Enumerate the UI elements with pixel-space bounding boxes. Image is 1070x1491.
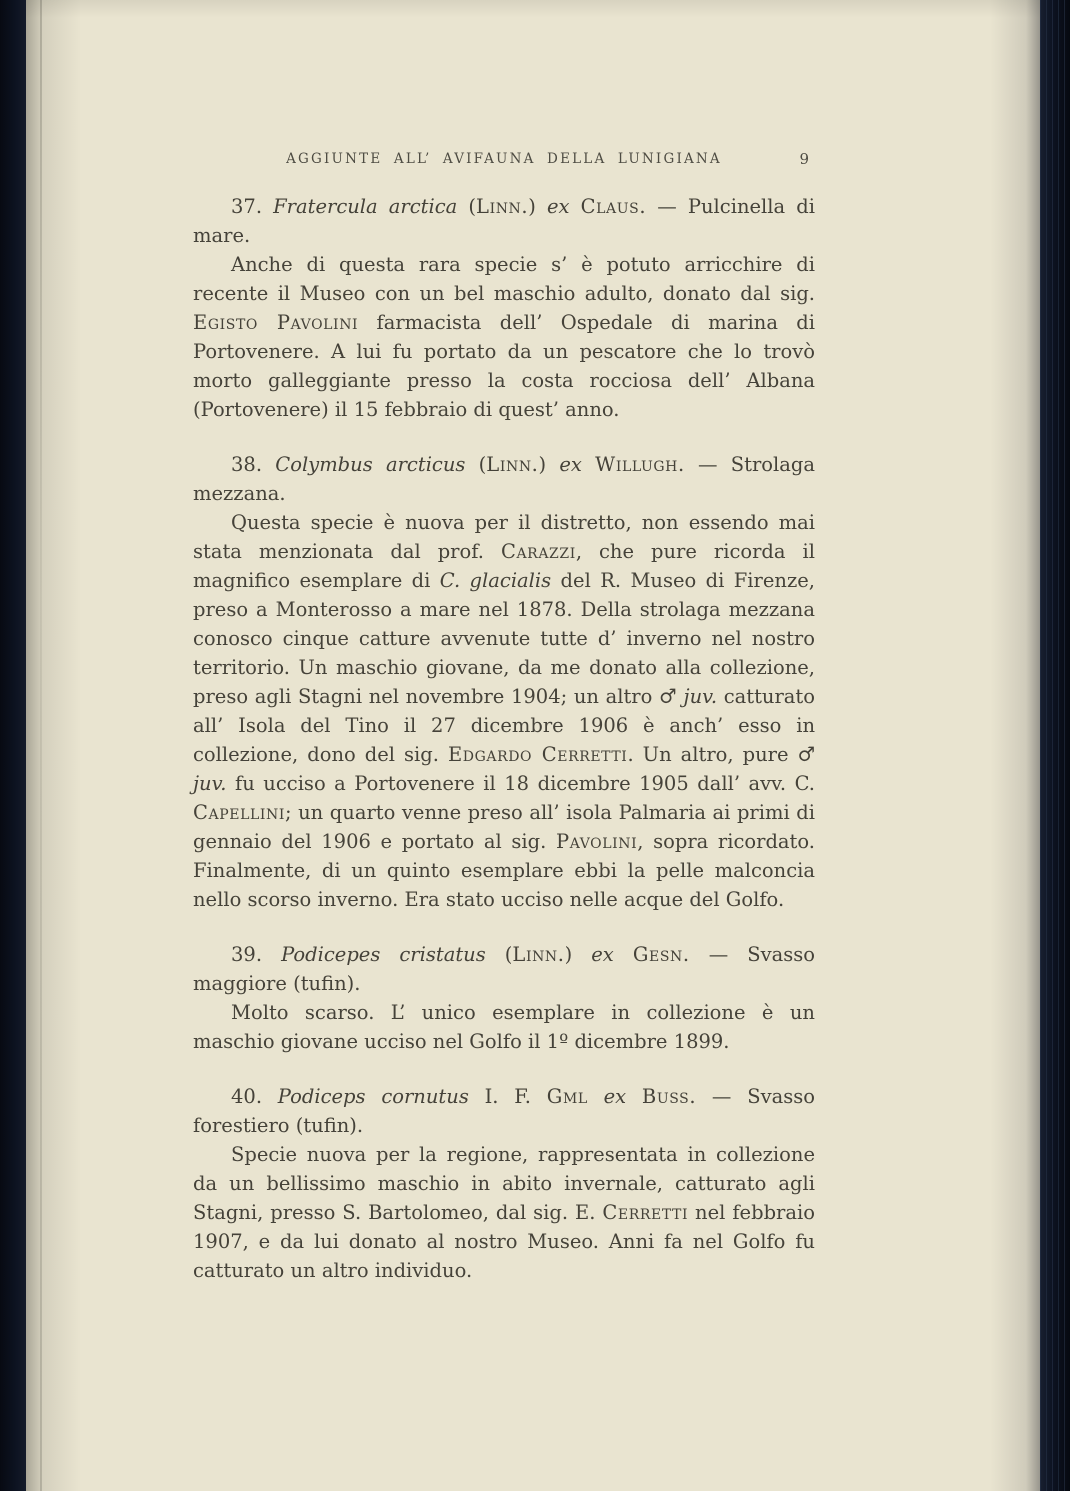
text-run: — Pulcinella di mare. [193,195,815,247]
text-run: Specie nuova per la regione, rappresentata in collezione da un bellissimo maschio in abito invernale, catturato agli Stagni, presso S. Bartolomeo, dal sig. E. [193,1143,815,1224]
entry-38-heading [193,450,815,508]
text-run: — Svasso maggiore (tufin). [193,943,816,995]
text-run: — Strolaga mezzana. [193,453,816,505]
text-run: ) [564,943,592,966]
text-run [588,1085,604,1108]
running-title: AGGIUNTE ALL’ AVIFAUNA DELLA LUNIGIANA [286,151,722,167]
entry-39-heading [193,940,815,998]
text-run: Gesn. [632,943,690,966]
text-run: Podiceps cornutus [277,1085,469,1108]
text-run: ( [457,195,477,218]
text-run: ( [465,453,487,476]
text-run: Willugh. [595,453,685,476]
text-run: ( [485,943,513,966]
text-run: Buss. [641,1085,697,1108]
text-run: Podicepes cristatus [281,943,486,966]
text-run: Pavolini [555,830,638,853]
text-run: ex [591,943,614,966]
text-run: ) [528,195,547,218]
text-run: catturato all’ Isola del Tino il 27 dicembre 1906 è anch’ esso in collezione, dono del sig. [193,685,816,766]
text-run: C. glacialis [439,569,552,592]
binding-fold-line [40,0,42,1491]
page-paper [26,0,1040,1491]
entry-37 [193,192,815,424]
entry-40-heading [193,1082,815,1140]
text-run: Linn. [486,453,539,476]
text-run [626,1085,642,1108]
text-run: Claus. [580,195,647,218]
text-run: farmacista dell’ Ospedale di marina di Portovenere. A lui fu portato da un pescatore che lo trovò morto galleggiante presso la costa rocciosa dell’ Albana (Portovenere) il 15 febbraio di quest’ anno. [193,311,815,421]
text-run: Gml [546,1085,588,1108]
text-run: ex [546,195,570,218]
text-run: del R. Museo di Firenze, preso a Monterosso a mare nel 1878. Della strolaga mezzana conosco cinque catture avvenute tutte d’ inverno nel nostro territorio. Un maschio giovane, da me donato alla collezione, preso agli Stagni nel novembre 1904; un altro ♂ [193,569,815,708]
text-run: Questa specie è nuova per il distretto, non essendo mai stata menzionata dal prof. [193,511,815,563]
text-run: 37. [231,195,274,218]
book-binding-edge [0,0,26,1491]
text-run [582,453,595,476]
entry-38 [193,450,815,914]
text-run: Egisto Pavolini [193,311,359,334]
text-run: , che pure ricorda il magnifico esemplare di [193,540,815,592]
text-run: Colymbus arcticus [275,453,466,476]
text-run: ) [538,453,560,476]
text-run: Linn. [512,943,565,966]
text-run [614,943,633,966]
entry-39-paragraph [193,998,815,1056]
text-run: juv. [683,685,718,708]
text-run: Molto scarso. L’ unico esemplare in collezione è un maschio giovane ucciso nel Golfo il 1º dicembre 1899. [193,1001,815,1053]
text-run: nel febbraio 1907, e da lui donato al nostro Museo. Anni fa nel Golfo fu catturato un altro individuo. [193,1201,815,1282]
text-run: Anche di questa rara specie s’ è potuto arricchire di recente il Museo con un bel maschio adulto, donato dal sig. [193,253,815,305]
entry-38-paragraph [193,508,815,914]
text-run [569,195,580,218]
entry-40-paragraph [193,1140,815,1285]
text-run: Fratercula arctica [273,195,458,218]
text-run: juv. [193,772,227,795]
page-stack-edge [1040,0,1070,1491]
page-number: 9 [799,150,809,168]
entry-39 [193,940,815,1056]
text-run: 38. [231,453,276,476]
text-run: Carazzi [500,540,576,563]
text-run: ex [603,1085,627,1108]
text-run: Edgardo Cerretti [447,743,628,766]
text-run: . Un altro, pure ♂ [627,743,815,766]
text-run: Cerretti [602,1201,689,1224]
entry-37-heading [193,192,815,250]
text-run: 39. [231,943,282,966]
text-run: , sopra ricordato. Finalmente, di un quinto esemplare ebbi la pelle malconcia nello scorso inverno. Era stato ucciso nelle acque del Golfo. [193,830,815,911]
page-content [193,150,815,1285]
text-run: ; un quarto venne preso all’ isola Palmaria ai primi di gennaio del 1906 e portato al sig. [193,801,815,853]
entry-37-paragraph [193,250,815,424]
entry-40 [193,1082,815,1285]
page-header [193,150,815,168]
text-run: Linn. [476,195,529,218]
text-run: — Svasso forestiero (tufin). [193,1085,815,1137]
text-run: I. F. [468,1085,547,1108]
text-run: 40. [231,1085,278,1108]
text-run: fu ucciso a Portovenere il 18 dicembre 1905 dall’ avv. C. [226,772,815,795]
text-run: ex [559,453,582,476]
text-run: Capellini [193,801,285,824]
